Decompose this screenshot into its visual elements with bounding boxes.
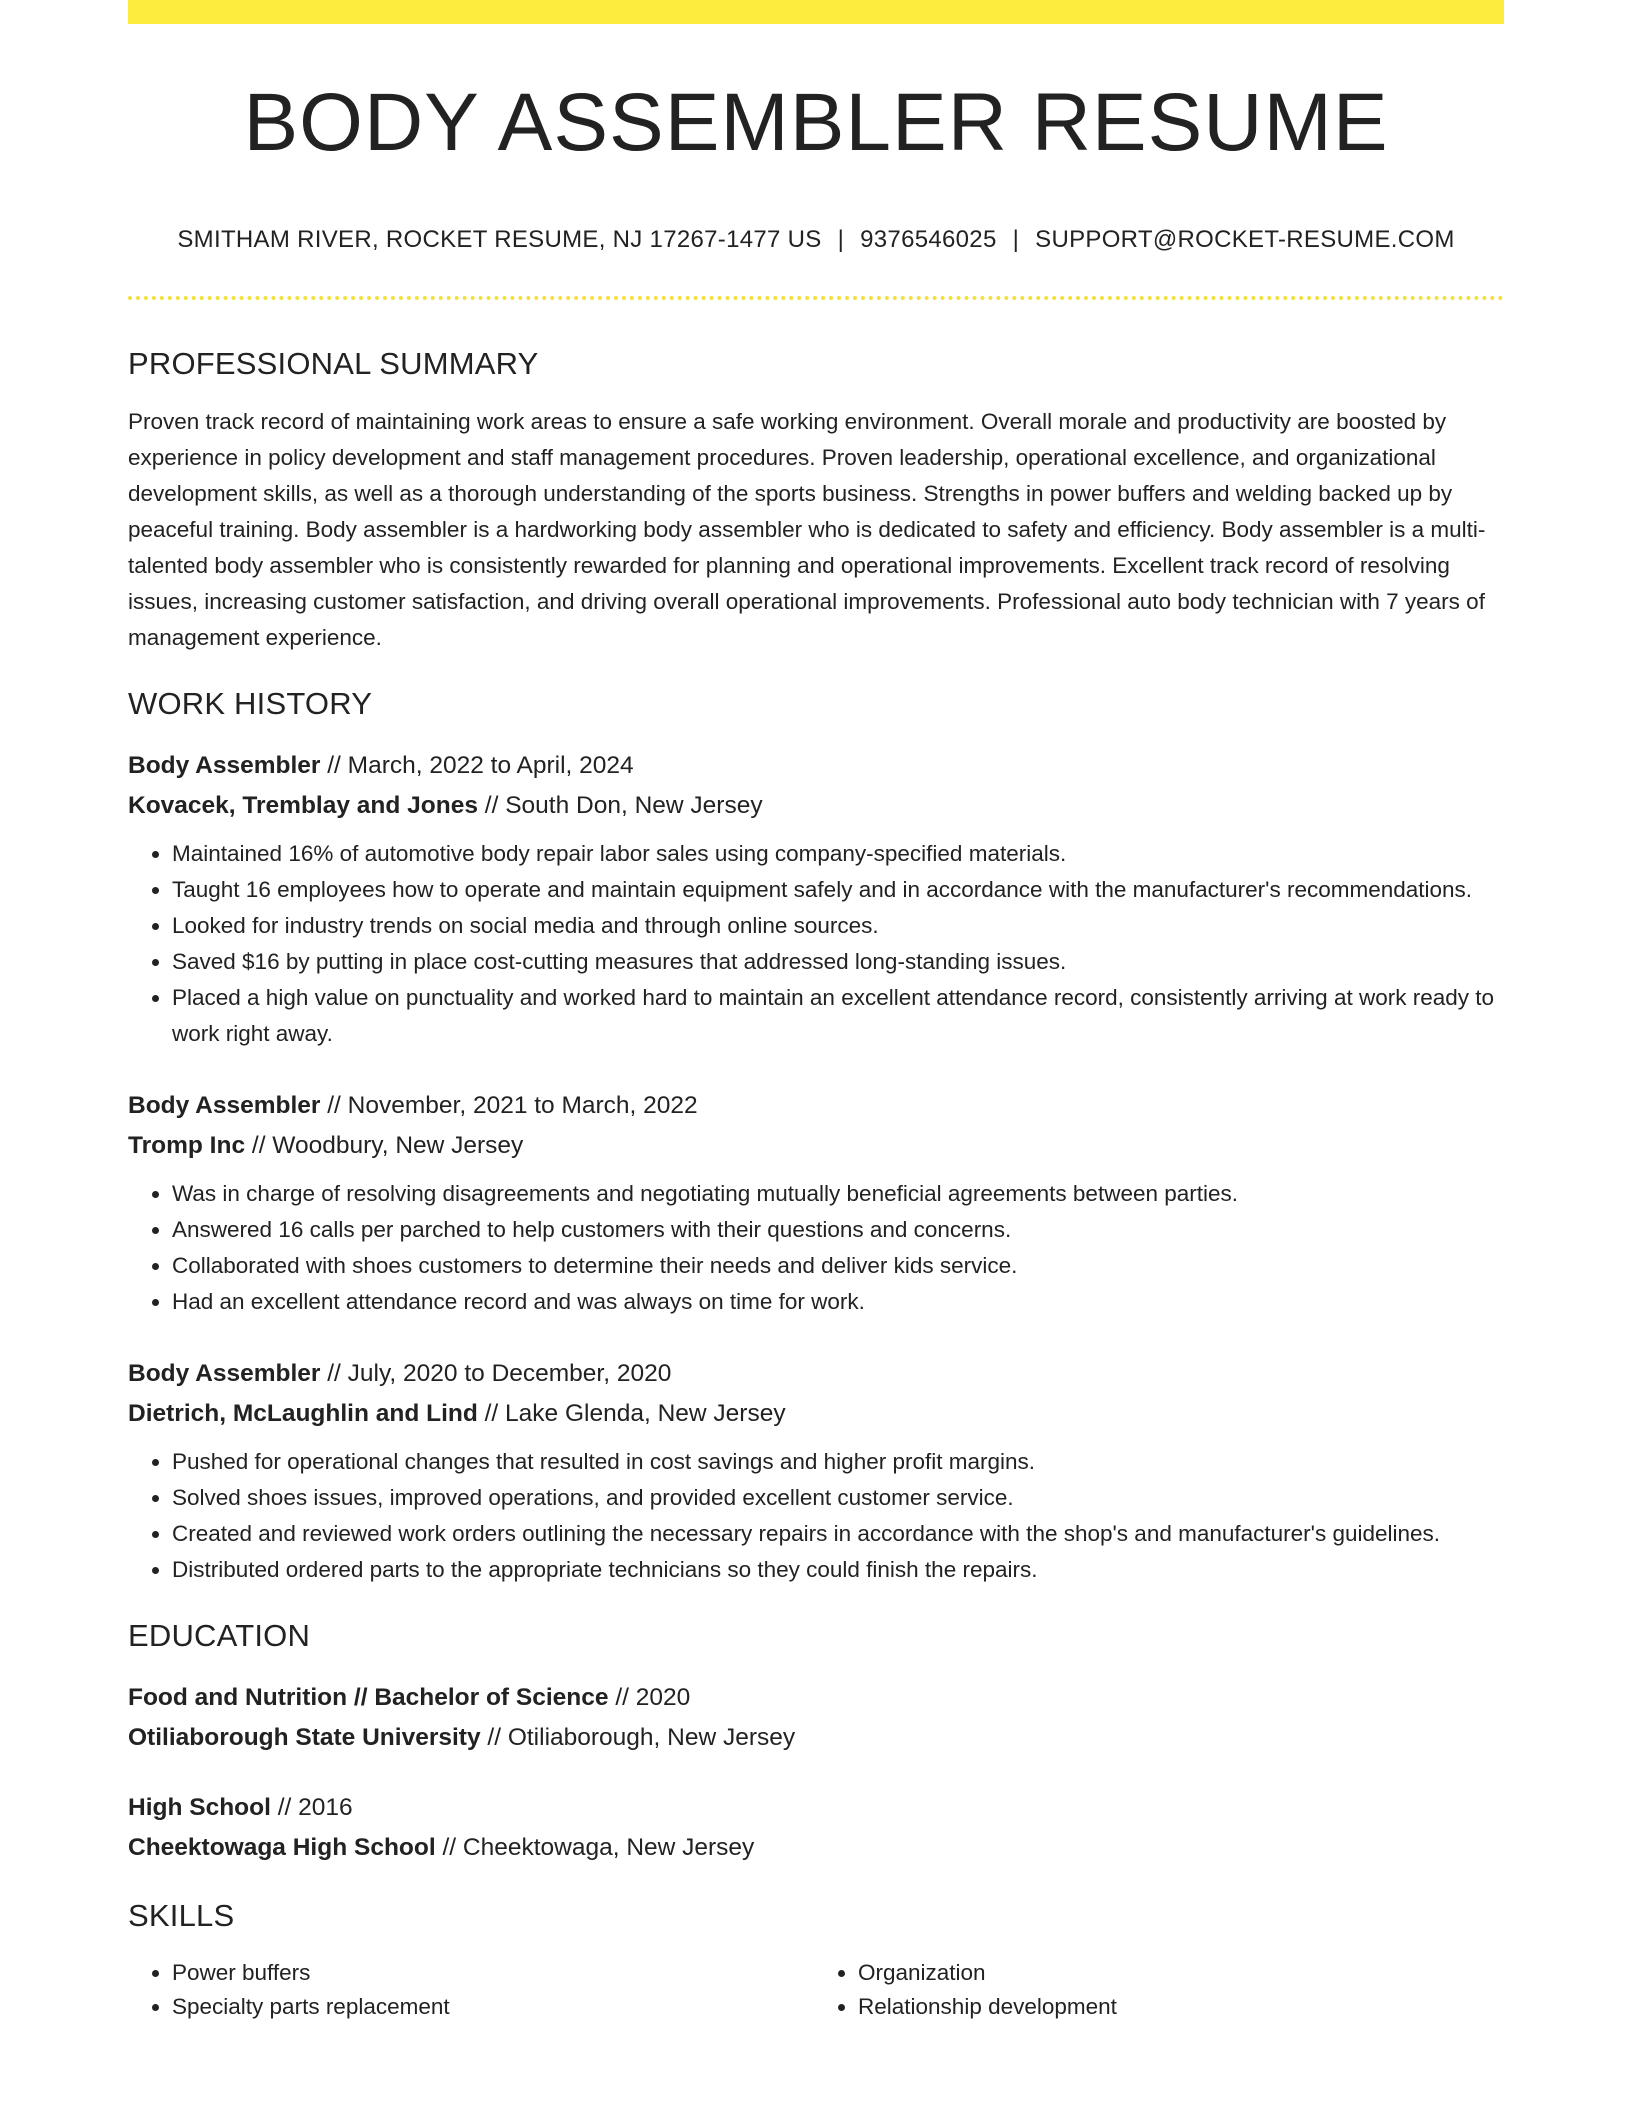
job-title: Body Assembler: [128, 752, 321, 779]
job-location: // Lake Glenda, New Jersey: [477, 1400, 786, 1427]
education-entry: [128, 1678, 1504, 1758]
job-entry: [128, 746, 1504, 1052]
education-year: // 2016: [270, 1794, 353, 1821]
job-company-line: [128, 786, 1504, 826]
education-degree-line: [128, 1788, 1504, 1828]
job-title-line: [128, 1086, 1504, 1126]
list-item: • Solved shoes issues, improved operations, and provided excellent customer service.: [172, 1480, 1504, 1516]
job-company: Tromp Inc: [128, 1132, 246, 1159]
header-divider: [128, 296, 1504, 300]
skills-list: [128, 1956, 1504, 2024]
list-item: • Maintained 16% of automotive body repair labor sales using company-specified materials.: [172, 836, 1504, 872]
job-company-line: [128, 1394, 1504, 1434]
education-school: Otiliaborough State University: [128, 1724, 481, 1751]
job-dates: // March, 2022 to April, 2024: [320, 752, 634, 779]
list-item: • Relationship development: [858, 1990, 1502, 2024]
job-bullets: [128, 836, 1504, 1052]
education-school-line: [128, 1718, 1504, 1758]
list-item: • Pushed for operational changes that resulted in cost savings and higher profit margins.: [172, 1444, 1504, 1480]
education-degree: High School: [128, 1794, 271, 1821]
education-school-line: [128, 1828, 1504, 1868]
job-company-line: [128, 1126, 1504, 1166]
list-item: • Saved $16 by putting in place cost-cutting measures that addressed long-standing issues.: [172, 944, 1504, 980]
job-bullets: [128, 1444, 1504, 1588]
job-title: Body Assembler: [128, 1360, 321, 1387]
list-item: • Created and reviewed work orders outlining the necessary repairs in accordance with the shop's and manufacturer's guidelines.: [172, 1516, 1504, 1552]
job-location: // South Don, New Jersey: [477, 792, 763, 819]
job-title: Body Assembler: [128, 1092, 321, 1119]
job-title-line: [128, 1354, 1504, 1394]
contact-email[interactable]: SUPPORT@ROCKET-RESUME.COM: [1035, 226, 1455, 253]
education-location: // Otiliaborough, New Jersey: [480, 1724, 796, 1751]
contact-line: [128, 228, 1504, 252]
education-entry: [128, 1788, 1504, 1868]
resume-page: [128, 0, 1504, 2024]
list-item: • Had an excellent attendance record and was always on time for work.: [172, 1284, 1504, 1320]
job-entry: [128, 1354, 1504, 1588]
education-location: // Cheektowaga, New Jersey: [435, 1834, 755, 1861]
education-school: Cheektowaga High School: [128, 1834, 436, 1861]
job-dates: // July, 2020 to December, 2020: [320, 1360, 672, 1387]
summary-text: Proven track record of maintaining work areas to ensure a safe working environment. Overall morale and productivity are boosted by experience in policy development and staff management procedures. Proven leadership, operational excellence, and organizational development skills, as well as a thorough understanding of the sports business. Strengths in power buffers and welding backed up by peaceful training. Body assembler is a hardworking body assembler who is dedicated to safety and efficiency. Body assembler is a multi-talented body assembler who is consistently rewarded for planning and operational improvements. Excellent track record of resolving issues, increasing customer satisfaction, and driving overall operational improvements. Professional auto body technician with 7 years of management experience.: [128, 409, 1486, 650]
education-degree-line: [128, 1678, 1504, 1718]
contact-address: SMITHAM RIVER, ROCKET RESUME, NJ 17267-1477 US: [177, 226, 822, 253]
top-accent-bar: [128, 0, 1504, 24]
list-item: • Distributed ordered parts to the appropriate technicians so they could finish the repairs.: [172, 1552, 1504, 1588]
list-item: • Placed a high value on punctuality and worked hard to maintain an excellent attendance record, consistently arriving at work ready to work right away.: [172, 980, 1504, 1052]
work-history-heading: WORK HISTORY: [128, 686, 373, 721]
skills-heading: SKILLS: [128, 1898, 235, 1933]
contact-phone: 9376546025: [860, 226, 997, 253]
contact-separator: |: [1012, 226, 1020, 253]
education-degree: Food and Nutrition // Bachelor of Science: [128, 1684, 609, 1711]
resume-title: BODY ASSEMBLER RESUME: [243, 77, 1389, 168]
job-company: Dietrich, McLaughlin and Lind: [128, 1400, 478, 1427]
education-year: // 2020: [608, 1684, 691, 1711]
summary-heading: PROFESSIONAL SUMMARY: [128, 346, 539, 381]
contact-separator: |: [837, 226, 845, 253]
job-entry: [128, 1086, 1504, 1320]
job-dates: // November, 2021 to March, 2022: [320, 1092, 698, 1119]
list-item: • Taught 16 employees how to operate and maintain equipment safely and in accordance with the manufacturer's recommendations.: [172, 872, 1504, 908]
list-item: • Organization: [858, 1956, 1502, 1990]
list-item: • Specialty parts replacement: [172, 1990, 816, 2024]
list-item: • Looked for industry trends on social media and through online sources.: [172, 908, 1504, 944]
education-heading: EDUCATION: [128, 1618, 311, 1653]
skills-column-right: [814, 1956, 1502, 2024]
list-item: • Was in charge of resolving disagreements and negotiating mutually beneficial agreements between parties.: [172, 1176, 1504, 1212]
job-title-line: [128, 746, 1504, 786]
skills-column-left: [128, 1956, 816, 2024]
list-item: • Collaborated with shoes customers to determine their needs and deliver kids service.: [172, 1248, 1504, 1284]
list-item: • Power buffers: [172, 1956, 816, 1990]
list-item: • Answered 16 calls per parched to help customers with their questions and concerns.: [172, 1212, 1504, 1248]
job-location: // Woodbury, New Jersey: [245, 1132, 524, 1159]
job-company: Kovacek, Tremblay and Jones: [128, 792, 478, 819]
job-bullets: [128, 1176, 1504, 1320]
